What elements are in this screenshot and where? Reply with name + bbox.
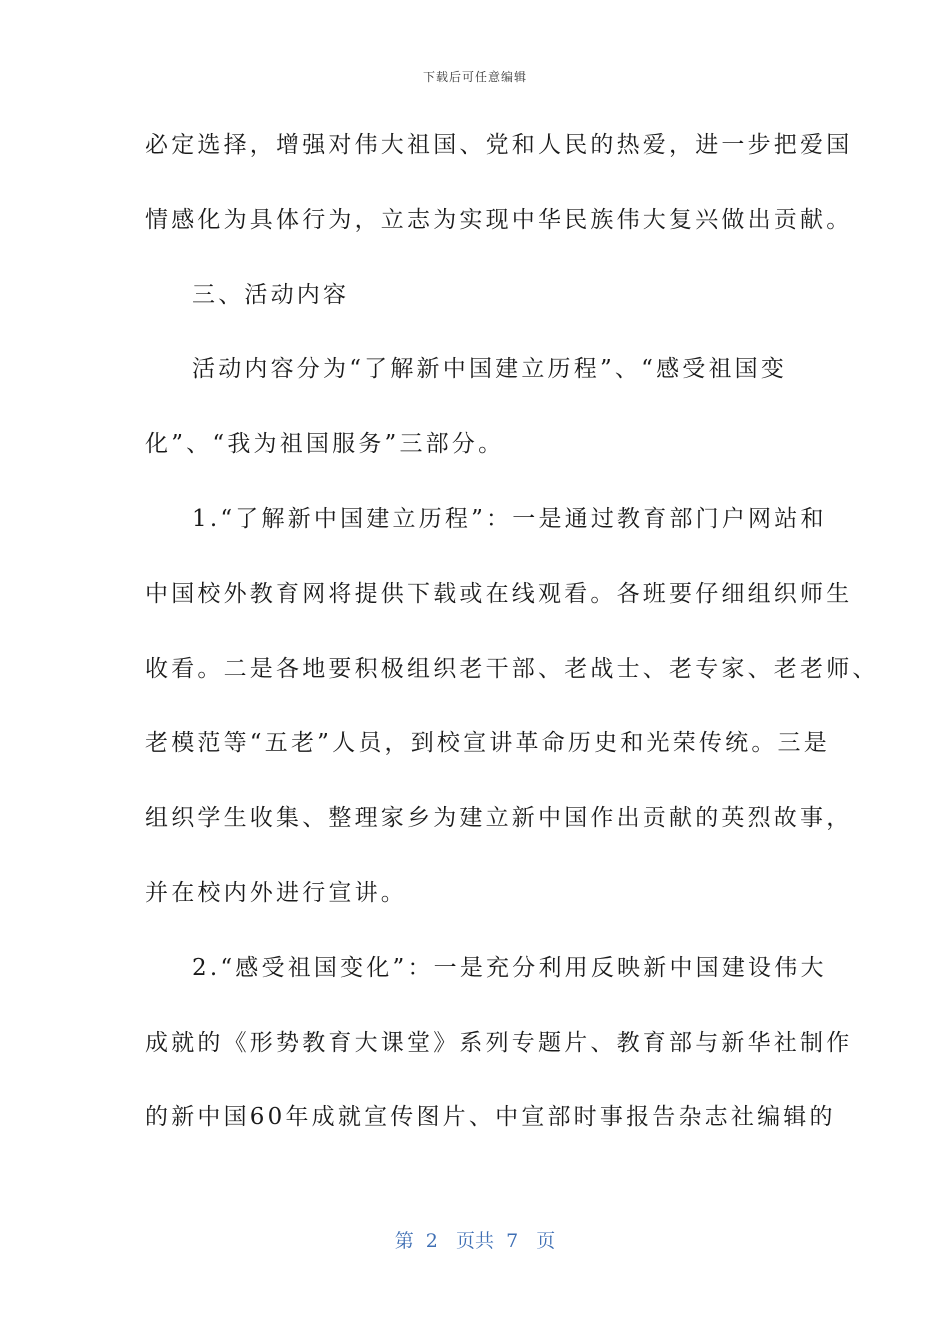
text-line: 组织学生收集、整理家乡为建立新中国作出贡献的英烈故事， xyxy=(145,805,853,831)
text-line: 1.“了解新中国建立历程”：一是通过教育部门户网站和 xyxy=(192,506,827,532)
text-line: 必定选择，增强对伟大祖国、党和人民的热爱，进一步把爱国 xyxy=(145,132,853,158)
page-number-footer: 第 2 页共 7 页 xyxy=(394,1230,556,1252)
text-line: 收看。二是各地要积极组织老干部、老战士、老专家、老老师、 xyxy=(145,656,879,682)
page-header: 下载后可任意编辑 xyxy=(422,70,527,84)
text-line: 成就的《形势教育大课堂》系列专题片、教育部与新华社制作 xyxy=(145,1030,853,1056)
text-line: 老模范等“五老”人员，到校宣讲革命历史和光荣传统。三是 xyxy=(145,730,830,756)
text-line: 化”、“我为祖国服务”三部分。 xyxy=(145,431,505,457)
text-line: 2.“感受祖国变化”：一是充分利用反映新中国建设伟大 xyxy=(192,955,827,981)
text-line: 的新中国60年成就宣传图片、中宣部时事报告杂志社编辑的 xyxy=(145,1104,836,1130)
text-line: 情感化为具体行为，立志为实现中华民族伟大复兴做出贡献。 xyxy=(145,207,853,233)
text-line: 活动内容分为“了解新中国建立历程”、“感受祖国变 xyxy=(192,356,788,382)
text-line: 并在校内外进行宣讲。 xyxy=(145,880,407,906)
text-line: 中国校外教育网将提供下载或在线观看。各班要仔细组织师生 xyxy=(145,581,853,607)
section-heading: 三、活动内容 xyxy=(192,282,350,308)
